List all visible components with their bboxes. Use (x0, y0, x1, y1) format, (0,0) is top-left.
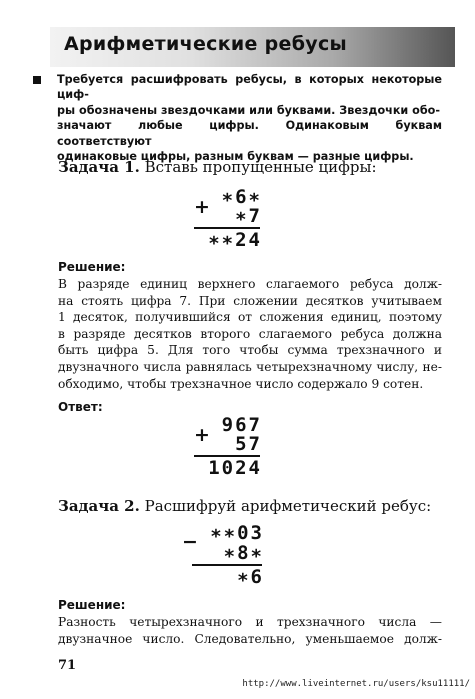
intro-line: ры обозначены звездочками или буквами. Звездочки обо- (57, 103, 440, 117)
task-1-puzzle (190, 186, 262, 250)
bullet-square-icon (33, 76, 41, 84)
chapter-banner (50, 27, 455, 67)
minus-operator: − (182, 531, 198, 553)
solution-line: В разряде единиц верхнего слагаемого ребуса долж- (58, 277, 442, 291)
chapter-title: Арифметические ребусы (64, 33, 347, 55)
plus-operator: + (194, 196, 210, 218)
page-number: 71 (58, 658, 77, 673)
solution-line: на стоять цифра 7. При сложении десятков учитываем (58, 293, 442, 308)
puzzle-result: ∗∗24 (208, 229, 262, 251)
task-1-text: Вставь пропущенные цифры: (144, 158, 377, 176)
answer-row-1: 967 (221, 414, 262, 436)
task-1-label: Задача 1. (58, 158, 140, 176)
task-2-heading (58, 497, 448, 515)
solution-line: 1 десяток, получившийся от сложения единиц, поэтому (58, 310, 442, 325)
puzzle-row-2: ∗8∗ (223, 542, 264, 564)
task-2-label: Задача 2. (58, 497, 140, 515)
solution-paragraph (58, 614, 442, 647)
solution-line: обходимо, чтобы трехзначное число содержало 9 сотен. (58, 376, 424, 391)
task-2-text: Расшифруй арифметический ребус: (144, 497, 432, 515)
intro-line: одинаковые цифры, разным буквам — разные цифры. (57, 150, 414, 164)
answer-result: 1024 (208, 457, 262, 479)
solution-paragraph (58, 276, 442, 392)
solution-label: Решение: (58, 598, 126, 612)
answer-row-2: 57 (235, 433, 262, 455)
puzzle-result: ∗6 (237, 566, 264, 588)
intro-line: Требуется расшифровать ребусы, в которых некоторые циф- (57, 73, 442, 102)
answer-label: Ответ: (58, 400, 103, 414)
solution-line: двузначное число. Следовательно, уменьшаемое долж- (58, 631, 442, 646)
puzzle-row-2: ∗7 (235, 205, 262, 227)
intro-line: значают любые цифры. Одинаковым буквам соответствуют (57, 119, 442, 148)
task-1-heading (58, 158, 448, 176)
solution-line: Разность четырехзначного и трехзначного числа — (58, 615, 442, 629)
intro-paragraph (57, 72, 442, 164)
source-url: http://www.liveinternet.ru/users/ksu11111/ (242, 679, 470, 689)
solution-line: в разряде десятков второго слагаемого ребуса должна (58, 326, 442, 341)
puzzle-row-1: ∗∗03 (210, 522, 264, 544)
plus-operator: + (194, 424, 210, 446)
solution-line: двузначного числа равнялась четырехзначному числу, не- (58, 359, 442, 374)
task-1-answer (190, 414, 262, 478)
puzzle-row-1: ∗6∗ (221, 186, 262, 208)
solution-line: быть цифра 5. Для того чтобы сумма трехзначного и (58, 343, 442, 358)
solution-label: Решение: (58, 260, 126, 274)
task-2-puzzle (182, 522, 264, 588)
